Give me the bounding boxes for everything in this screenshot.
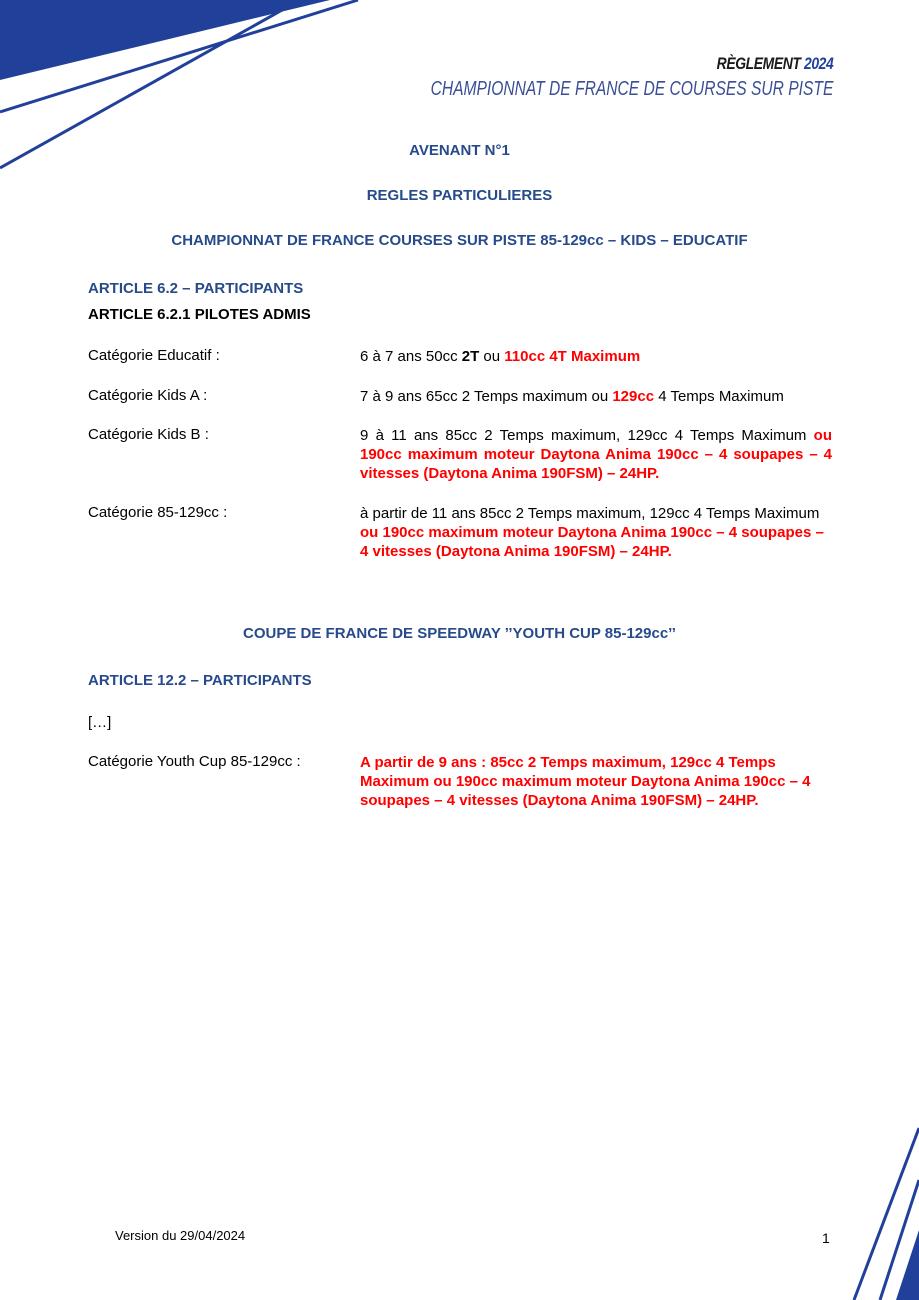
avenant-title: AVENANT N°1 — [409, 142, 510, 159]
category-kids-a-label: Catégorie Kids A : — [88, 387, 208, 404]
c85-text-1: à partir de 11 ans 85cc 2 Temps maximum, 129cc 4 Temps Maximum — [360, 505, 820, 522]
regles-title: REGLES PARTICULIERES — [366, 187, 553, 204]
header-reglement — [410, 54, 833, 74]
kids-a-text-2: 129cc — [612, 388, 655, 405]
page-header — [317, 54, 833, 101]
ellipsis-text: […] — [88, 714, 112, 731]
category-youth-label: Catégorie Youth Cup 85-129cc : — [88, 753, 301, 770]
category-educatif-label: Catégorie Educatif : — [88, 347, 220, 364]
category-youth-value — [360, 753, 820, 810]
coupe-title: COUPE DE FRANCE DE SPEEDWAY ’’YOUTH CUP 85-129cc’’ — [243, 625, 676, 642]
page-number: 1 — [822, 1230, 830, 1246]
bottom-right-decoration — [840, 1120, 919, 1300]
header-subtitle: CHAMPIONNAT DE FRANCE DE COURSES SUR PISTE — [430, 78, 833, 100]
educatif-text-3: ou — [479, 348, 505, 365]
article-6-2-1-heading: ARTICLE 6.2.1 PILOTES ADMIS — [88, 306, 311, 323]
kids-a-text-1: 7 à 9 ans 65cc 2 Temps maximum ou — [360, 388, 613, 405]
article-6-2-heading: ARTICLE 6.2 – PARTICIPANTS — [88, 280, 304, 297]
kids-b-text-2: ou 190cc maximum moteur Daytona Anima 190cc – 4 soupapes – 4 vitesses (Daytona Anima 190FSM) – 24HP. — [360, 427, 832, 482]
category-kids-b-value — [360, 426, 832, 483]
championnat-title: CHAMPIONNAT DE FRANCE COURSES SUR PISTE 85-129cc – KIDS – EDUCATIF — [171, 232, 748, 249]
category-educatif-value — [360, 347, 832, 366]
c85-text-2: ou 190cc maximum moteur Daytona Anima 190cc – 4 soupapes – 4 vitesses (Daytona Anima 190FSM) – 24HP. — [360, 524, 824, 560]
educatif-text-4: 110cc 4T Maximum — [504, 348, 641, 365]
footer-version: Version du 29/04/2024 — [115, 1228, 246, 1243]
category-85-129-label: Catégorie 85-129cc : — [88, 504, 228, 521]
article-12-2-heading: ARTICLE 12.2 – PARTICIPANTS — [88, 672, 312, 689]
category-85-129-value — [360, 504, 832, 561]
header-year: 2024 — [803, 54, 833, 73]
kids-b-text-1: 9 à 11 ans 85cc 2 Temps maximum, 129cc 4 Temps Maximum — [360, 427, 814, 444]
category-kids-a-value — [360, 387, 832, 406]
kids-a-text-3: 4 Temps Maximum — [654, 388, 784, 405]
header-reglement-label: RÈGLEMENT — [716, 54, 801, 73]
category-kids-b-label: Catégorie Kids B : — [88, 426, 209, 443]
youth-text-1: A partir de 9 ans : 85cc 2 Temps maximum, 129cc 4 Temps Maximum ou 190cc maximum moteur Daytona Anima 190cc – 4 soupapes – 4 vitesses (Daytona Anima 190FSM) – 24HP. — [360, 754, 811, 809]
educatif-text-1: 6 à 7 ans 50cc — [360, 348, 462, 365]
educatif-text-2: 2T — [461, 348, 480, 365]
